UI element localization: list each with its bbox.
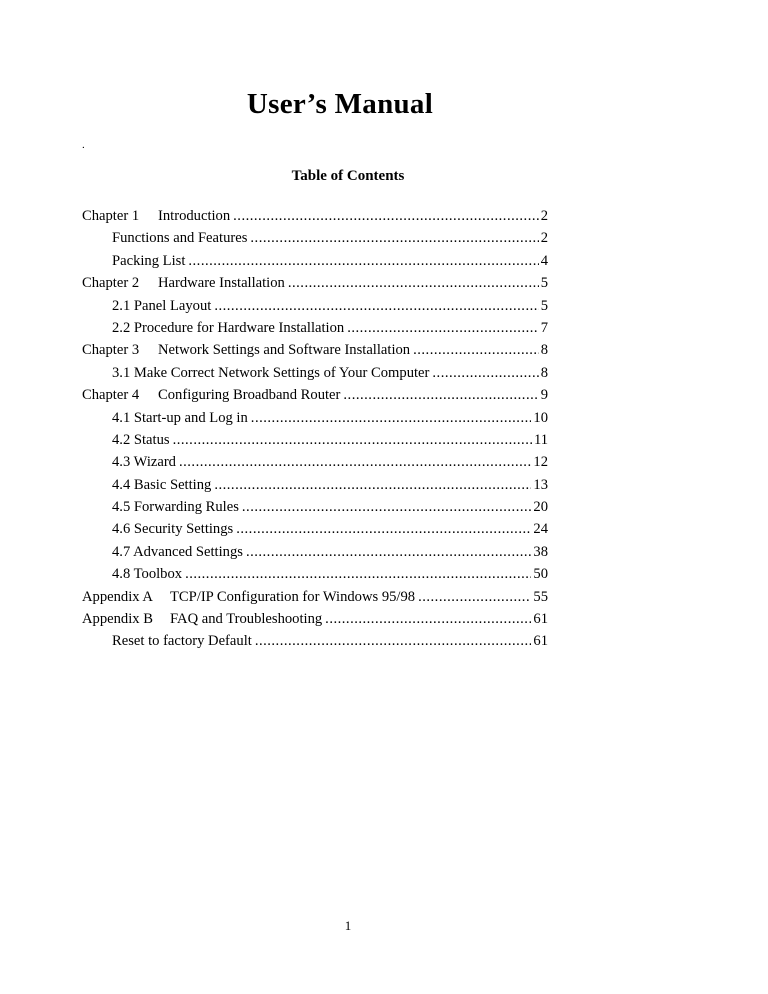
toc-entry[interactable] [82,295,548,317]
toc-entry[interactable] [82,429,548,451]
toc-entry-page: 55 [533,588,548,605]
toc-entry-title: FAQ and Troubleshooting [170,611,323,628]
toc-entry-title: 4.4 Basic Setting [112,476,212,493]
toc-entry-title: Functions and Features [112,230,248,247]
toc-entry-page: 11 [533,431,548,448]
toc-entry-page: 38 [533,543,548,560]
toc-entry-label [82,272,285,294]
toc-dot-leader [413,339,539,361]
toc-entry-page: 2 [540,230,548,247]
toc-entry-label [82,608,322,630]
toc-entry-page: 12 [533,454,548,471]
toc-dot-leader [236,518,531,540]
toc-entry-label [112,317,344,339]
toc-dot-leader [214,474,531,496]
toc-dot-leader [214,295,538,317]
toc-entry-page: 7 [540,319,548,336]
toc-entry-title: Introduction [158,208,231,224]
toc-entry-number: Chapter 3 [82,342,140,359]
toc-entry-page: 61 [533,611,548,628]
toc-entry-title: 4.3 Wizard [112,454,176,471]
toc-entry-label [112,630,252,652]
toc-dot-leader [255,630,532,652]
toc-dot-leader [251,407,532,429]
toc-entry-title: Packing List [112,252,186,269]
toc-entry-number: Chapter 4 [82,387,140,404]
toc-entry[interactable] [82,541,548,563]
toc-entry-page: 10 [533,409,548,426]
toc-entry-title: 2.2 Procedure for Hardware Installation [112,319,345,336]
toc-entry-title: 4.5 Forwarding Rules [112,499,239,516]
toc-entry-page: 20 [533,499,548,516]
toc-entry[interactable] [82,317,548,339]
toc-entry-title: 3.1 Make Correct Network Settings of Your Computer [112,364,430,381]
toc-entry[interactable] [82,586,548,608]
toc-entry-title: Hardware Installation [158,275,285,292]
toc-entry[interactable] [82,518,548,540]
toc-entry[interactable] [82,563,548,585]
toc-entry-title: 4.8 Toolbox [112,566,183,583]
page-number: 1 [344,918,352,933]
toc-entry-page: 5 [540,275,548,292]
toc-entry[interactable] [82,272,548,294]
toc-entry-label [112,295,211,317]
toc-entry-page: 4 [540,252,548,269]
toc-entry-number: Chapter 1 [82,208,140,224]
toc-dot-leader [343,384,538,406]
toc-entry[interactable] [82,630,548,652]
toc-entry-page: 13 [533,476,548,493]
toc-entry-label [112,496,239,518]
toc-entry-title: TCP/IP Configuration for Windows 95/98 [170,588,416,605]
toc-entry[interactable] [82,608,548,630]
toc-entry-number: Chapter 2 [82,275,140,292]
toc-entry-label [112,429,170,451]
toc-dot-leader [233,205,539,227]
toc-entry[interactable] [82,384,548,406]
toc-entry-label [112,451,176,473]
toc-entry[interactable] [82,407,548,429]
toc-entry-label [112,563,182,585]
toc-entry-label [112,362,429,384]
toc-entry-title: Reset to factory Default [112,633,252,650]
toc-heading: Table of Contents [291,168,405,184]
toc-dot-leader [246,541,531,563]
toc-entry-label [112,250,185,272]
toc-entry-page: 5 [540,297,548,314]
toc-entry-title: Configuring Broadband Router [158,387,341,404]
toc-entry[interactable] [82,451,548,473]
toc-entry-title: Network Settings and Software Installation [158,342,411,359]
toc-entry-label [112,518,233,540]
toc-entry-page: 61 [533,633,548,650]
toc-entry[interactable] [82,250,548,272]
toc-dot-leader [242,496,532,518]
toc-entry[interactable] [82,339,548,361]
toc-entry-label [82,586,415,608]
toc-entry-title: 4.2 Status [112,431,170,448]
toc-entry-page: 9 [540,387,548,404]
toc-entry[interactable] [82,474,548,496]
toc-dot-leader [250,227,538,249]
toc-dot-leader [185,563,531,585]
toc-dot-leader [432,362,538,384]
toc-entry-label [112,227,247,249]
toc-dot-leader [325,608,531,630]
toc-entry-title: 4.6 Security Settings [112,521,234,538]
toc-entry-label [112,541,243,563]
toc-entry-page: 8 [540,364,548,381]
toc-dot-leader [418,586,531,608]
toc-dot-leader [188,250,538,272]
toc-entry-label [112,407,248,429]
toc-dot-leader [347,317,539,339]
toc-entry-number: Appendix B [82,611,153,628]
toc-entry-label [112,474,211,496]
toc-dot-leader [173,429,532,451]
toc-entry-title: 2.1 Panel Layout [112,297,212,314]
toc-entry[interactable] [82,362,548,384]
toc-dot-leader [288,272,539,294]
toc-entry-label [82,339,410,361]
stray-mark: . [82,139,85,151]
toc-entry-title: 4.1 Start-up and Log in [112,409,248,426]
toc-entry[interactable] [82,205,548,227]
table-of-contents [82,205,548,653]
toc-entry-page: 8 [540,342,548,359]
toc-entry[interactable] [82,227,548,249]
toc-entry[interactable] [82,496,548,518]
toc-entry-title: 4.7 Advanced Settings [112,543,243,560]
toc-entry-label [82,205,230,227]
toc-entry-page: 2 [540,208,548,224]
document-title: User’s Manual [246,88,434,120]
toc-entry-page: 24 [533,521,548,538]
toc-entry-page: 50 [533,566,548,583]
toc-entry-number: Appendix A [82,588,153,605]
toc-dot-leader [179,451,531,473]
toc-entry-label [82,384,340,406]
